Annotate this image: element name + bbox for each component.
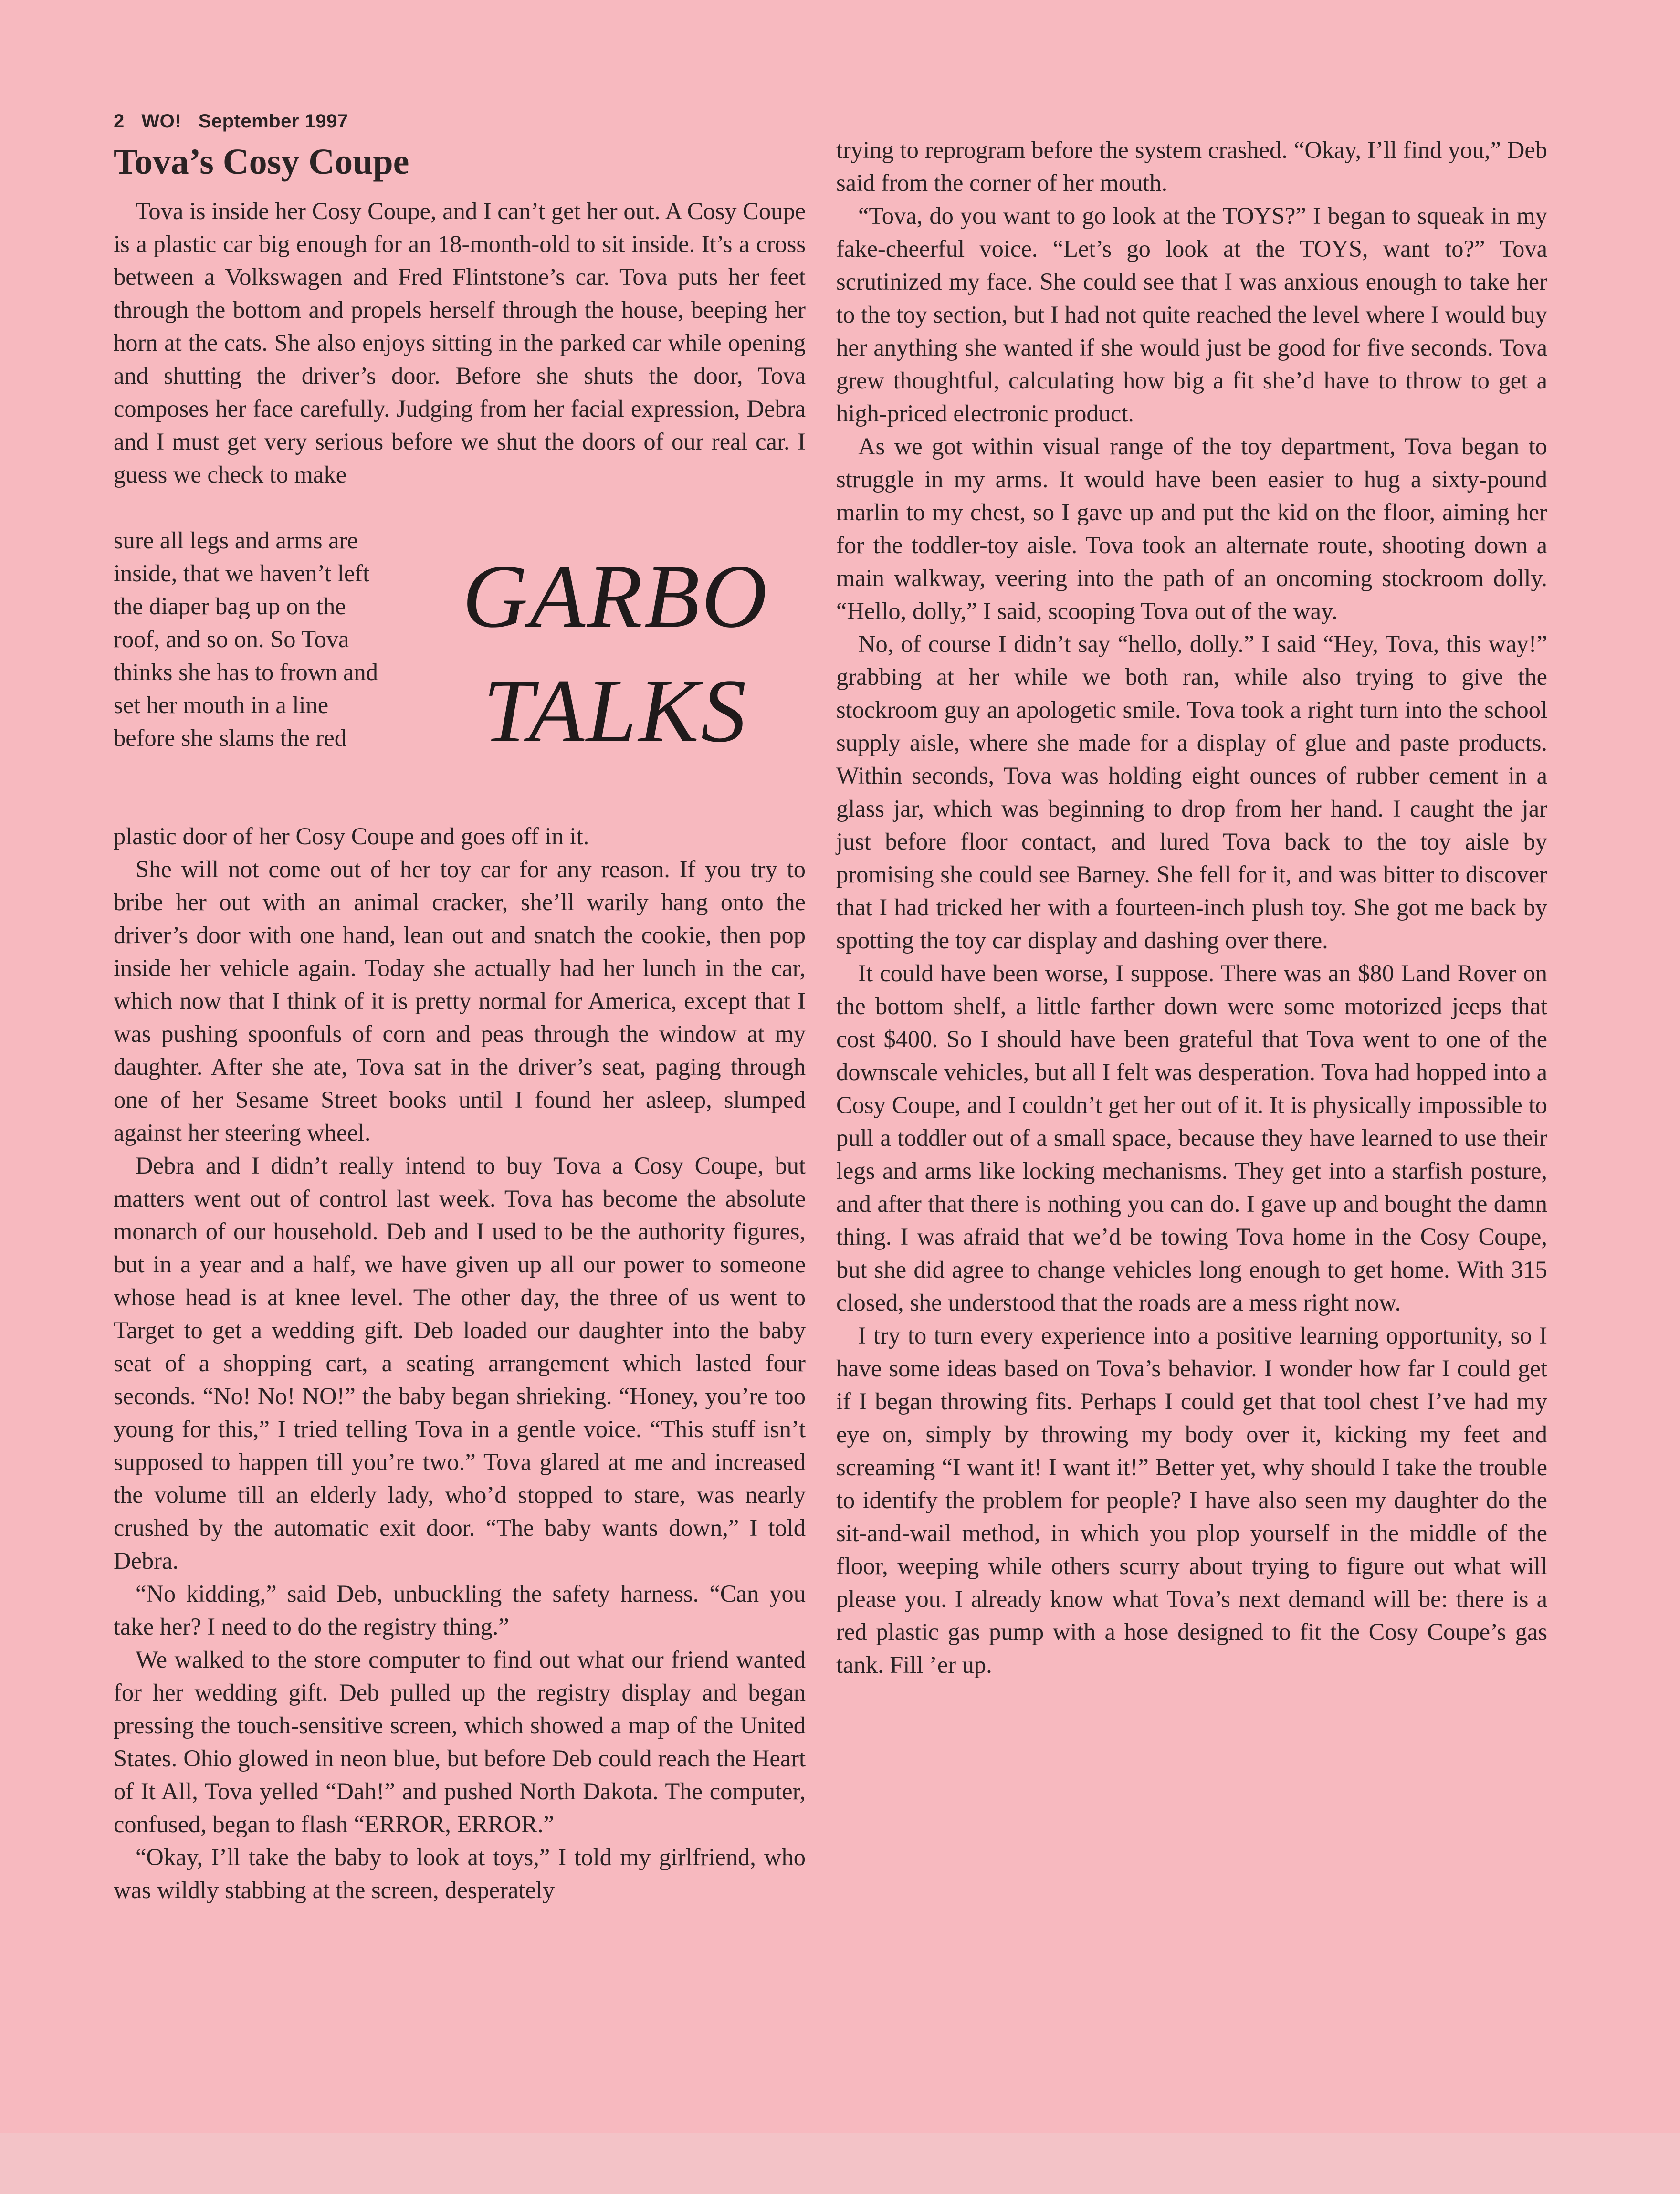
page-number: 2	[114, 111, 125, 132]
body-paragraph: plastic door of her Cosy Coupe and goes off in it.	[114, 823, 589, 850]
narrow-wrap-text	[114, 524, 381, 755]
body-paragraph: It could have been worse, I suppose. There was an $80 Land Rover on the bottom shelf, a little farther down were some motorized jeeps that cost $400. So I should have been grateful that Tova went to one of the downscale vehicles, but all I felt was desperation. Tova had hopped into a Cosy Coupe, and I couldn’t get her out of it. It is physically impossible to pull a toddler out of a small space, because they have learned to use their legs and arms like locking mechanisms. They get into a starfish posture, and after that there is nothing you can do. I gave up and bought the damn thing. I was afraid that we’d be towing Tova home in the Cosy Coupe, but she did agree to change vehicles long enough to get home. With 315 closed, she understood that the roads are a mess right now.	[836, 960, 1547, 1316]
body-paragraph: We walked to the store computer to find out what our friend wanted for her wedding gift. Deb pulled up the registry display and began pressing the touch-sensitive screen, which showed a map of the United States. Ohio glowed in neon blue, but before Deb could reach the Heart of It All, Tova yelled “Dah!” and pushed North Dakota. The computer, confused, began to flash “ERROR, ERROR.”	[114, 1646, 806, 1837]
body-paragraph: Debra and I didn’t really intend to buy Tova a Cosy Coupe, but matters went out of control last week. Tova has become the absolute monarch of our household. Deb and I used to be the authority figures, but in a year and a half, we have given up all our power to someone whose head is at knee level. The other day, the three of us went to Target to get a wedding gift. Deb loaded our daughter into the baby seat of a shopping cart, a seating arrangement which lasted four seconds. “No! No! NO!” the baby began shrieking. “Honey, you’re too young for this,” I tried telling Tova in a gentle voice. “This stuff isn’t supposed to happen till you’re two.” Tova glared at me and increased the volume till an elderly lady, who’d stopped to stare, was nearly crushed by the automatic exit door. “The baby wants down,” I told Debra.	[114, 1152, 806, 1574]
body-paragraph: “No kidding,” said Deb, unbuckling the safety harness. “Can you take her? I need to do the registry thing.”	[114, 1580, 806, 1640]
running-header	[114, 111, 360, 132]
right-column-body	[836, 134, 1547, 1681]
body-paragraph: trying to reprogram before the system crashed. “Okay, I’ll find you,” Deb said from the corner of her mouth.	[836, 136, 1547, 196]
pull-quote-line-2: TALKS	[483, 661, 748, 761]
body-paragraph: I try to turn every experience into a positive learning opportunity, so I have some ideas based on Tova’s behavior. I wonder how far I could get if I began throwing fits. Perhaps I could get that tool chest I’ve had my eye on, simply by throwing my body over it, kicking my feet and screaming “I want it! I want it!” Better yet, why should I take the trouble to identify the problem for people? I have also seen my daughter do the sit-and-wail method, in which you plop yourself in the middle of the floor, weeping while others scurry about trying to figure out what will please you. I already know what Tova’s next demand will be: there is a red plastic gas pump with a hose designed to fit the Cosy Coupe’s gas tank. Fill ’er up.	[836, 1322, 1547, 1678]
left-column-intro	[114, 195, 806, 491]
issue-date: September 1997	[198, 111, 348, 132]
pull-quote-line-1: GARBO	[462, 546, 769, 647]
intro-paragraph: Tova is inside her Cosy Coupe, and I can’t get her out. A Cosy Coupe is a plastic car big enough for an 18-month-old to sit inside. It’s a cross between a Volkswagen and Fred Flintstone’s car. Tova puts her feet through the bottom and propels herself through the house, beeping her horn at the cats. She also enjoys sitting in the parked car while opening and shutting the driver’s door. Before she shuts the door, Tova composes her face carefully. Judging from her facial expression, Debra and I must get very serious before we shut the doors of our real car. I guess we check to make	[114, 198, 806, 488]
wrap-paragraph: sure all legs and arms are inside, that we haven’t left the diaper bag up on the roof, and so on. So Tova thinks she has to frown and set her mouth in a line before she slams the red	[114, 527, 378, 751]
pull-quote	[420, 539, 811, 768]
body-paragraph: “Tova, do you want to go look at the TOYS?” I began to squeak in my fake-cheerful voice. “Let’s go look at the TOYS, want to?” Tova scrutinized my face. She could see that I was anxious enough to take her to the toy section, but I had not quite reached the level where I would buy her anything she wanted if she would just be good for five seconds. Tova grew thoughtful, calculating how big a fit she’d have to throw to get a high-priced electronic product.	[836, 202, 1547, 427]
body-paragraph: She will not come out of her toy car for any reason. If you try to bribe her out with an animal cracker, she’ll warily hang onto the driver’s door with one hand, lean out and snatch the cookie, then pop inside her vehicle again. Today she actually had her lunch in the car, which now that I think of it is pretty normal for America, except that I was pushing spoonfuls of corn and peas through the window at my daughter. After she ate, Tova sat in the driver’s seat, paging through one of her Sesame Street books until I found her asleep, slumped against her steering wheel.	[114, 856, 806, 1146]
body-paragraph: No, of course I didn’t say “hello, dolly.” I said “Hey, Tova, this way!” grabbing at her while we both ran, while also trying to give the stockroom guy an apologetic smile. Tova took a right turn into the school supply aisle, where she made for a display of glue and paste products. Within seconds, Tova was holding eight ounces of rubber cement in a glass jar, which was beginning to drop from her hand. I caught the jar just before floor contact, and lured Tova back to the toy aisle by promising she could see Barney. She fell for it, and was bitter to discover that I had tricked her with a fourteen-inch plush toy. She got me back by spotting the toy car display and dashing over there.	[836, 630, 1547, 954]
body-paragraph: As we got within visual range of the toy department, Tova began to struggle in my arms. It would have been easier to hug a sixty-pound marlin to my chest, so I gave up and put the kid on the floor, aiming her for the toddler-toy aisle. Tova took an alternate route, shooting down a main walkway, veering into the path of an oncoming stockroom dolly. “Hello, dolly,” I said, scooping Tova out of the way.	[836, 433, 1547, 624]
body-paragraph: “Okay, I’ll take the baby to look at toys,” I told my girlfriend, who was wildly stabbing at the screen, desperately	[114, 1844, 806, 1903]
left-column-body	[114, 820, 806, 1907]
page-bottom-edge	[0, 2133, 1680, 2194]
article-title: Tova’s Cosy Coupe	[114, 142, 410, 182]
publication-name: WO!	[141, 111, 182, 132]
